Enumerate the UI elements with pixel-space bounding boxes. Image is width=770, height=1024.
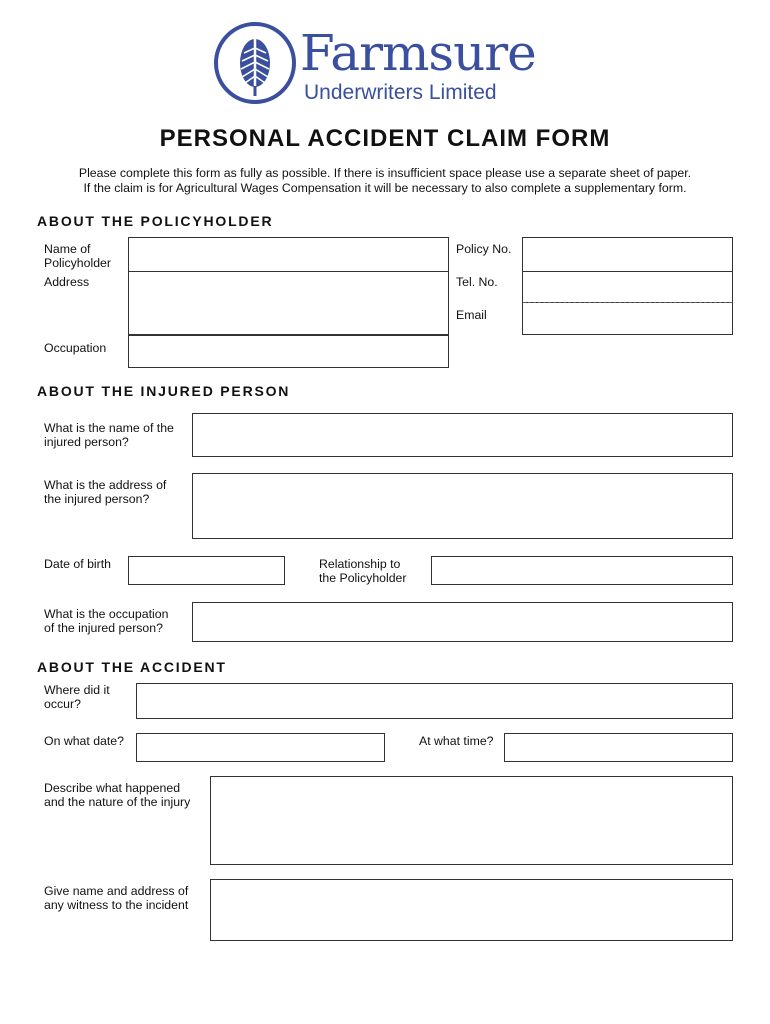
injured-name-label-1: What is the name of the	[44, 421, 174, 435]
section-heading-injured-person: ABOUT THE INJURED PERSON	[37, 383, 291, 399]
policyholder-occupation-label: Occupation	[44, 341, 107, 355]
tel-number-field[interactable]	[522, 271, 733, 303]
accident-time-field[interactable]	[504, 733, 733, 762]
brand-subtitle: Underwriters Limited	[304, 81, 497, 104]
accident-description-label-2: and the nature of the injury	[44, 795, 191, 809]
intro-line-2: If the claim is for Agricultural Wages Compensation it will be necessary to also complete a supplementary form.	[83, 181, 687, 195]
email-field[interactable]	[522, 302, 733, 335]
accident-time-label: At what time?	[419, 734, 494, 748]
brand-name: Farmsure	[300, 24, 536, 82]
injured-name-label-2: injured person?	[44, 435, 129, 449]
injured-occupation-label-1: What is the occupation	[44, 607, 169, 621]
accident-location-label-1: Where did it	[44, 683, 110, 697]
witness-label-2: any witness to the incident	[44, 898, 189, 912]
accident-location-field[interactable]	[136, 683, 733, 719]
relationship-label-1: Relationship to	[319, 557, 401, 571]
injured-name-field[interactable]	[192, 413, 733, 457]
relationship-field[interactable]	[431, 556, 733, 585]
feather-leaf-icon	[218, 26, 292, 100]
injured-address-field[interactable]	[192, 473, 733, 539]
policyholder-occupation-field[interactable]	[128, 335, 449, 368]
policy-number-field[interactable]	[522, 237, 733, 272]
accident-description-field[interactable]	[210, 776, 733, 865]
section-heading-policyholder: ABOUT THE POLICYHOLDER	[37, 213, 274, 229]
policy-number-label: Policy No.	[456, 242, 512, 256]
form-title: PERSONAL ACCIDENT CLAIM FORM	[159, 125, 611, 152]
date-of-birth-field[interactable]	[128, 556, 285, 585]
injured-address-label-1: What is the address of	[44, 478, 167, 492]
relationship-label-2: the Policyholder	[319, 571, 407, 585]
accident-location-label-2: occur?	[44, 697, 81, 711]
date-of-birth-label: Date of birth	[44, 557, 111, 571]
accident-description-label-1: Describe what happened	[44, 781, 181, 795]
injured-occupation-label-2: of the injured person?	[44, 621, 163, 635]
policyholder-address-label: Address	[44, 275, 90, 289]
policyholder-name-label-2: Policyholder	[44, 256, 111, 270]
section-heading-accident: ABOUT THE ACCIDENT	[37, 659, 227, 675]
intro-line-1: Please complete this form as fully as possible. If there is insufficient space please use a separate sheet of paper.	[78, 166, 692, 180]
field-divider	[523, 302, 732, 303]
policyholder-name-field[interactable]	[128, 237, 449, 272]
accident-date-field[interactable]	[136, 733, 385, 762]
accident-date-label: On what date?	[44, 734, 124, 748]
injured-occupation-field[interactable]	[192, 602, 733, 642]
witness-field[interactable]	[210, 879, 733, 941]
policyholder-address-field[interactable]	[128, 271, 449, 335]
witness-label-1: Give name and address of	[44, 884, 189, 898]
email-label: Email	[456, 308, 487, 322]
policyholder-name-label-1: Name of	[44, 242, 91, 256]
tel-number-label: Tel. No.	[456, 275, 498, 289]
company-logo	[214, 22, 296, 104]
injured-address-label-2: the injured person?	[44, 492, 150, 506]
